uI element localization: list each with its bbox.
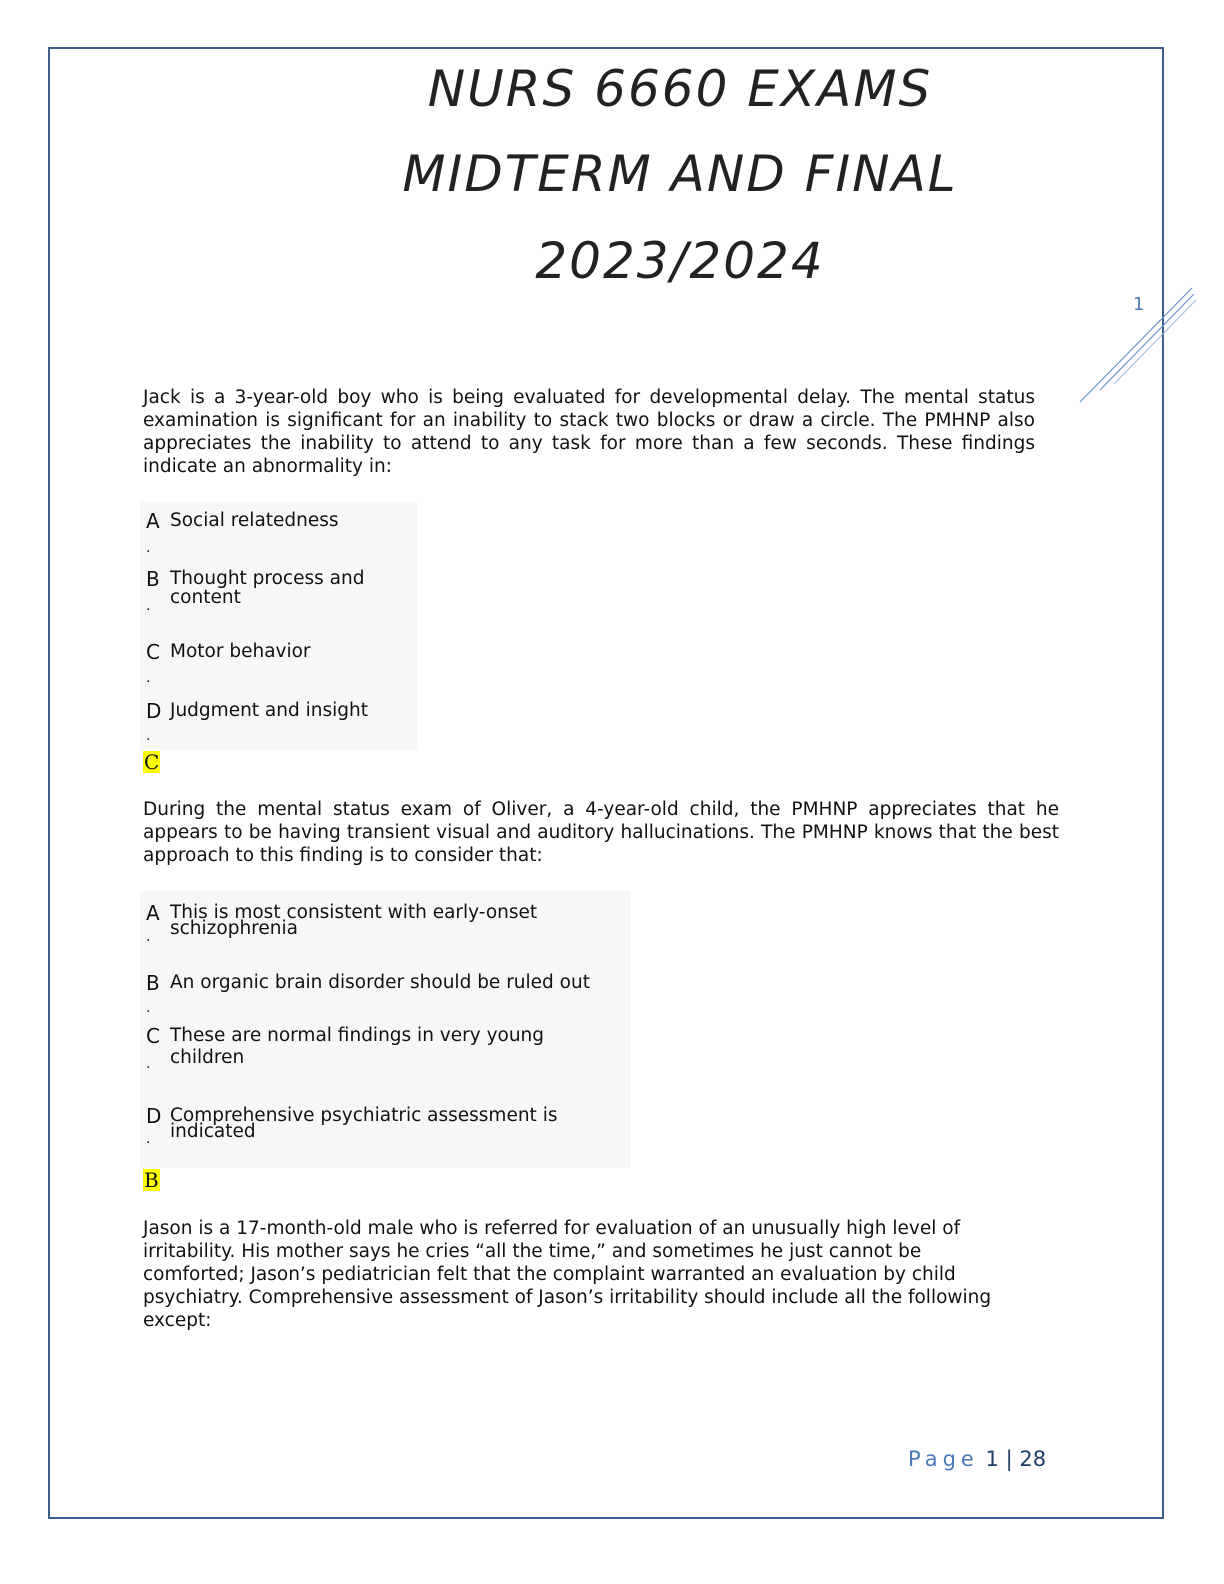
footer-total-pages: 28 (1019, 1447, 1047, 1471)
q1-option-d[interactable]: D Judgment and insight (146, 699, 368, 723)
question-2-text: During the mental status exam of Oliver, a 4-year-old child, the PMHNP appreciates that he appears to be having transient visual and auditory hallucinations. The PMHNP knows that the best approach to this finding is to consider that: (143, 799, 1059, 866)
title-line-3: 2023/2024 (535, 232, 825, 290)
title-line-1: NURS 6660 EXAMS (427, 60, 933, 118)
footer-separator: | (1005, 1447, 1013, 1471)
q2-option-d[interactable]: D Comprehensive psychiatric assessment is indicated (146, 1104, 558, 1142)
q2-option-a[interactable]: A This is most consistent with early-onset schizophrenia (146, 901, 538, 939)
footer-page-label: Page (908, 1447, 979, 1471)
q1-option-c[interactable]: C Motor behavior (146, 640, 311, 664)
question-1-text: Jack is a 3-year-old boy who is being evaluated for developmental delay. The mental status examination is significant for an inability to stack two blocks or draw a circle. The PMHNP also appreciates the inability to attend to any task for more than a few seconds. These findings indicate an abnormality in: (143, 387, 1035, 477)
footer-current-page: 1 (985, 1447, 999, 1471)
q1-option-a[interactable]: A Social relatedness (146, 509, 339, 533)
q1-option-b[interactable]: B Thought process and content (146, 567, 365, 608)
q2-option-c[interactable]: C These are normal findings in very young children (146, 1024, 545, 1068)
question-2-options: A This is most consistent with early-onset schizophrenia . B An organic brain disorder should be ruled out . C These are normal findings in very young children . D Comprehensive psychiatric assessment is indicated . (140, 891, 631, 1168)
question-3-text: Jason is a 17-month-old male who is referred for evaluation of an unusually high level of irritability. His mother says he cries “all the time,” and sometimes he just cannot be comforted; Jason’s pediatrician felt that the complaint warranted an evaluation by child psychiatry. Comprehensive assessment of Jason’s irritability should include all the following except: (143, 1218, 992, 1331)
question-1-options: A Social relatedness . B Thought process and content . C Motor behavior . D Judgment and insight . (140, 502, 417, 750)
question-1-answer: C (144, 750, 160, 774)
side-page-number: 1 (1133, 294, 1145, 315)
q2-option-b[interactable]: B An organic brain disorder should be ruled out (146, 971, 590, 995)
question-2-answer: B (144, 1168, 159, 1192)
diagonal-lines-decoration (1070, 280, 1200, 410)
title-line-2: MIDTERM AND FINAL (402, 145, 958, 203)
page-footer (908, 1447, 1046, 1471)
